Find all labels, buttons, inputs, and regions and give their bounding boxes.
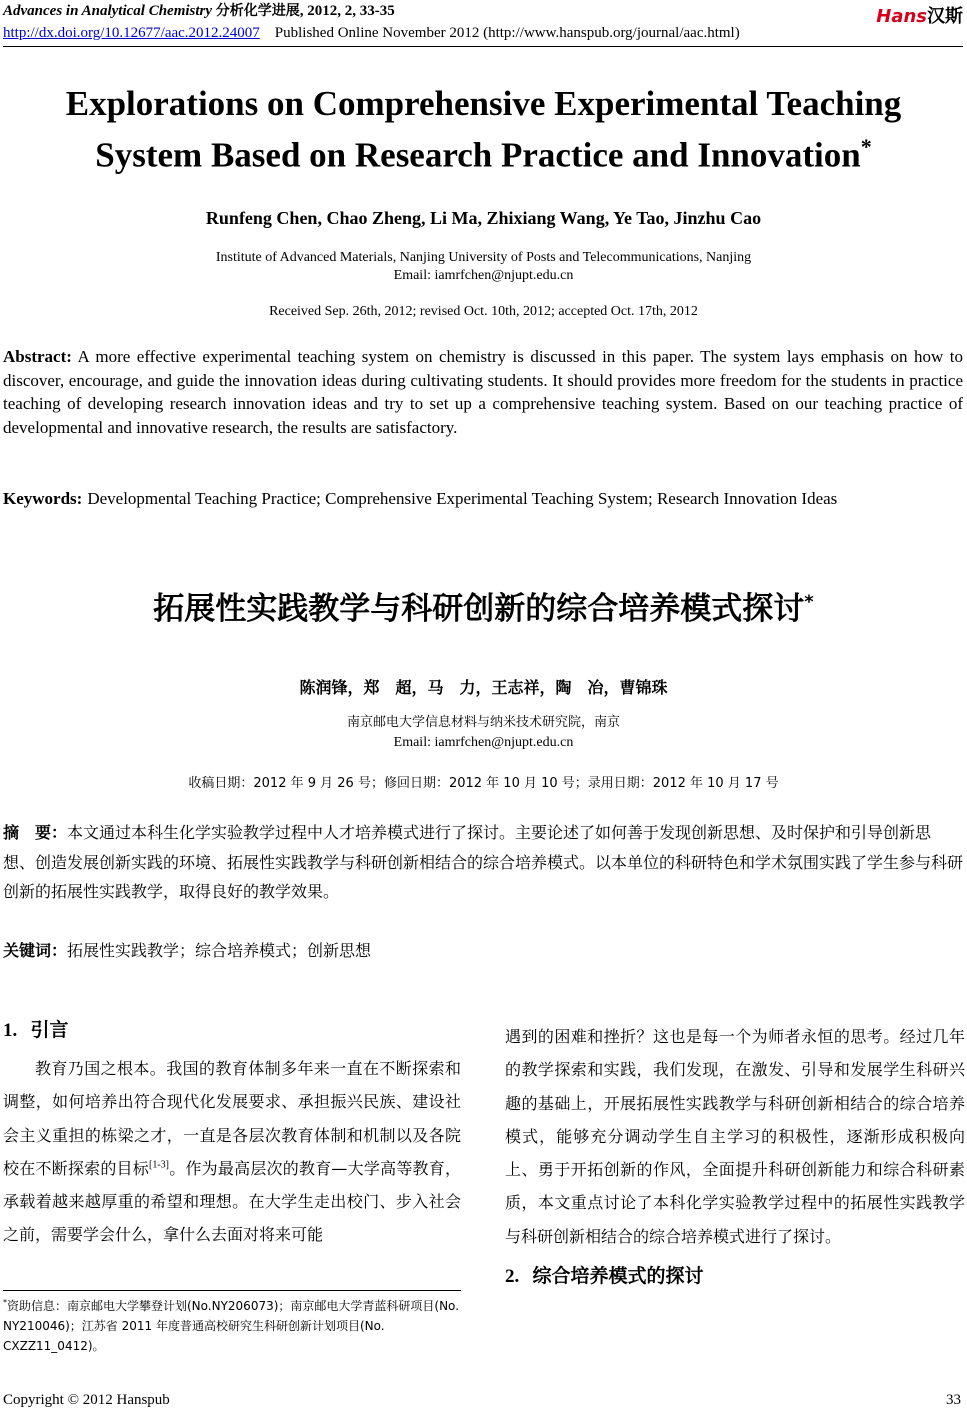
page-number: 33: [946, 1392, 961, 1408]
section-2-title: 综合培养模式的探讨: [532, 1265, 704, 1288]
title-cn-text: 拓展性实践教学与科研创新的综合培养模式探讨: [153, 591, 805, 627]
funding-footnote: [3, 1293, 461, 1356]
section-1-title: 引言: [30, 1019, 69, 1041]
affiliation-cn-block: [0, 713, 967, 753]
section-1-heading: [3, 1015, 461, 1042]
header-divider: [3, 46, 963, 47]
authors-cn: 陈润锋，郑 超，马 力，王志祥，陶 冶，曹锦珠: [299, 678, 668, 697]
paper-title-en: [0, 82, 967, 177]
section-1-para-a: 教育乃国之根本。我国的教育体制多年来一直在不断探索和调整，如何培养出符合现代化发展要求、承担振兴民族、建设社会主义重担的栋梁之才，一直是各层次教育体制和机制以及各院校在不断探索的目标: [3, 1059, 461, 1178]
email-en: Email: iamrfchen@njupt.edu.cn: [393, 268, 574, 283]
abstract-en-text: A more effective experimental teaching system on chemistry is discussed in this paper. The system lays emphasis on how to discover, encourage, and guide the innovation ideas during cultivating students. It should provides more freedom for the students in practice teaching of developing research innovation ideas and try to set up a comprehensive teaching system. Based on our teaching practice of developmental and innovative research, the results are satisfactory.: [3, 347, 964, 437]
keywords-en-text: Developmental Teaching Practice; Comprehensive Experimental Teaching System; Research Innovation Ideas: [87, 489, 838, 508]
title-cn-footnote-mark: *: [804, 591, 814, 613]
citation-ref: [1-3]: [149, 1159, 169, 1171]
keywords-cn-label: 关键词：: [3, 941, 68, 960]
title-footnote-mark: *: [860, 134, 872, 159]
section-2-heading: [505, 1261, 965, 1288]
received-dates-en: Received Sep. 26th, 2012; revised Oct. 10th, 2012; accepted Oct. 17th, 2012: [269, 304, 698, 319]
doi-line: [3, 24, 963, 43]
paper-title-cn: [0, 583, 967, 628]
section-1-para-b: 。作为最高层次的教育—大学高等教育，承载着越来越厚重的希望和理想。在大学生走出校门、步入社会之前，需要学会什么，拿什么去面对将来可能: [3, 1158, 461, 1245]
section-1-paragraph: [3, 1052, 461, 1252]
section-1-paragraph-continued: 遇到的困难和挫折？这也是每一个为师者永恒的思考。经过几年的教学探索和实践，我们发现，在激发、引导和发展学生科研兴趣的基础上，开展拓展性实践教学与科研创新相结合的综合培养模式，能够充分调动学生自主学习的积极性，逐渐形成积极向上、勇于开拓创新的作风，全面提升科研创新能力和综合科研素质，本文重点讨论了本科化学实验教学过程中的拓展性实践教学与科研创新相结合的综合培养模式进行了探讨。: [505, 1027, 965, 1246]
copyright: Copyright © 2012 Hanspub: [3, 1392, 170, 1408]
left-column: [3, 1015, 461, 1252]
affiliation-en-block: [0, 249, 967, 285]
keywords-cn: [3, 938, 963, 961]
journal-name-cn: 分析化学进展: [215, 3, 300, 19]
published-info: Published Online November 2012 (http://www.hanspub.org/journal/aac.html): [274, 25, 740, 41]
affiliation-en: Institute of Advanced Materials, Nanjing University of Posts and Telecommunications, Nanjing: [215, 250, 752, 265]
footnote-divider: [3, 1290, 461, 1291]
logo-cn: 汉斯: [927, 6, 963, 27]
right-column: [505, 1020, 965, 1288]
abstract-cn-label: 摘 要：: [3, 823, 68, 842]
journal-line: [3, 2, 963, 21]
page-header: [3, 2, 963, 43]
keywords-cn-text: 拓展性实践教学；综合培养模式；创新思想: [67, 941, 372, 960]
keywords-en-label: Keywords:: [3, 489, 83, 508]
affiliation-cn: 南京邮电大学信息材料与纳米技术研究院，南京: [346, 715, 620, 730]
journal-name-en: Advances in Analytical Chemistry: [3, 3, 213, 19]
email-cn: Email: iamrfchen@njupt.edu.cn: [393, 735, 574, 750]
section-2-number: 2.: [505, 1266, 520, 1288]
abstract-en-label: Abstract:: [3, 347, 72, 366]
footnote-text: 资助信息：南京邮电大学攀登计划(No.NY206073)；南京邮电大学青蓝科研项目(No. NY210046)；江苏省 2011 年度普通高校研究生科研创新计划项目(No. CXZZ11_0412)。: [3, 1299, 460, 1353]
journal-issue: , 2012, 2, 33-35: [299, 3, 395, 19]
abstract-en: [3, 345, 963, 439]
logo-text: Hans: [876, 6, 927, 27]
section-1-number: 1.: [3, 1020, 18, 1041]
received-dates-cn: 收稿日期：2012 年 9 月 26 号；修回日期：2012 年 10 月 10 号；录用日期：2012 年 10 月 17 号: [188, 776, 779, 791]
authors-en: Runfeng Chen, Chao Zheng, Li Ma, Zhixiang Wang, Ye Tao, Jinzhu Cao: [205, 208, 762, 228]
abstract-cn: [3, 818, 963, 907]
title-en-line2: System Based on Research Practice and Innovation*: [95, 134, 872, 175]
abstract-cn-text: 本文通过本科生化学实验教学过程中人才培养模式进行了探讨。主要论述了如何善于发现创新思想、及时保护和引导创新思想、创造发展创新实践的环境、拓展性实践教学与科研创新相结合的综合培养模式。以本单位的科研特色和学术氛围实践了学生参与科研创新的拓展性实践教学，取得良好的教学效果。: [3, 823, 964, 901]
hanspub-logo: [876, 2, 963, 28]
title-en-line1: Explorations on Comprehensive Experimental Teaching: [65, 84, 902, 123]
doi-link[interactable]: http://dx.doi.org/10.12677/aac.2012.24007: [3, 25, 260, 41]
keywords-en: [3, 487, 963, 510]
footnote-mark: *: [3, 1298, 7, 1307]
